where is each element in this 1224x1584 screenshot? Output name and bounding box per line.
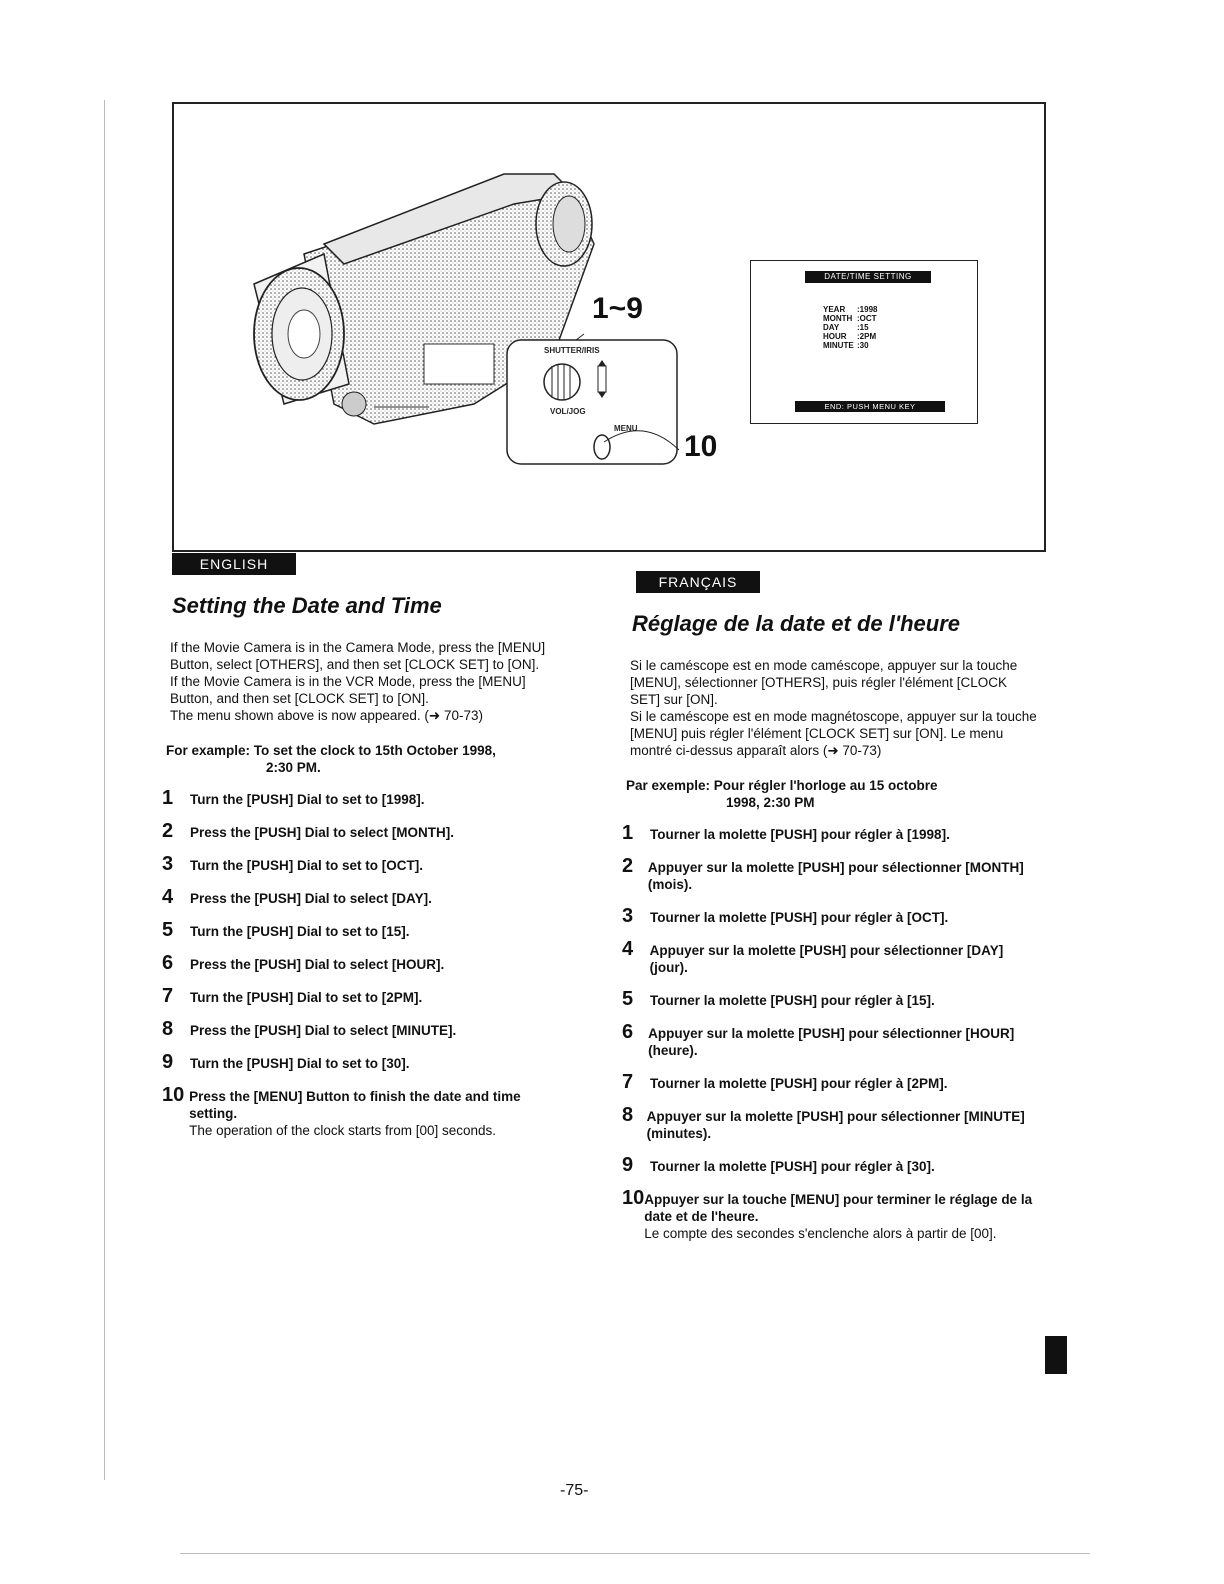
menu-button-label: MENU [614,424,638,433]
vol-jog-label: VOL/JOG [550,407,586,416]
list-item: 6 Appuyer sur la molette [PUSH] pour sélectionner [HOUR] (heure). [622,1021,1015,1058]
english-intro-vcr-mode: If the Movie Camera is in the VCR Mode, press the [MENU] Button, and then set [CLOCK SET] to [ON]. [170,674,526,706]
list-item: 10 Appuyer sur la touche [MENU] pour terminer le réglage de la date et de l'heure. Le compte des secondes s'enclenche alors à partir de [00]. [622,1188,1040,1242]
english-step-10-note: The operation of the clock starts from [00] seconds. [189,1123,496,1138]
english-steps [162,788,560,1139]
french-badge: FRANÇAIS [636,571,760,593]
scan-edge-bottom [180,1553,1090,1554]
list-item: 7 Turn the [PUSH] Dial to set to [2PM]. [162,985,423,1007]
callout-step-10: 10 [684,430,718,463]
list-item: 5 Turn the [PUSH] Dial to set to [15]. [162,919,410,941]
menu-row-month: MONTH :OCT [823,314,877,323]
list-item: 7 Tourner la molette [PUSH] pour régler à [2PM]. [622,1071,948,1093]
menu-screen-footer: END: PUSH MENU KEY [795,401,945,412]
french-title: Réglage de la date et de l'heure [632,611,961,636]
menu-screen-title: DATE/TIME SETTING [805,271,931,283]
french-steps [622,823,1040,1242]
list-item: 8 Appuyer sur la molette [PUSH] pour sélectionner [MINUTE] (minutes). [622,1104,1025,1141]
french-step-10-note: Le compte des secondes s'enclenche alors à partir de [00]. [644,1226,997,1241]
list-item: 8 Press the [PUSH] Dial to select [MINUTE]. [162,1018,457,1040]
menu-row-year: YEAR :1998 [823,305,878,314]
french-intro-vcr-mode: Si le caméscope est en mode magnétoscope, appuyer sur la touche [MENU] puis régler l'élément [CLOCK SET] sur [ON]. Le menu montré ci-dessus apparaît alors (➜ 70-73) [630,709,1037,758]
english-intro-menu-note: The menu shown above is now appeared. (➜ 70-73) [170,708,483,723]
menu-screen-rows [823,305,877,350]
list-item: 1 Turn the [PUSH] Dial to set to [1998]. [162,787,425,809]
english-example: For example: To set the clock to 15th October 1998, 2:30 PM. [166,743,496,775]
list-item: 1 Tourner la molette [PUSH] pour régler à [1998]. [622,822,950,844]
section-tab-marker [1045,1336,1067,1374]
menu-row-hour: HOUR :2PM [823,332,877,341]
callout-steps-1-9: 1~9 [592,292,643,325]
menu-row-minute: MINUTE :30 [823,341,869,350]
scan-edge-left [104,100,105,1480]
list-item: 4 Appuyer sur la molette [PUSH] pour sélectionner [DAY] (jour). [622,938,1004,975]
french-intro [630,657,1040,759]
shutter-iris-label: SHUTTER/IRIS [544,346,600,355]
list-item: 9 Turn the [PUSH] Dial to set to [30]. [162,1051,410,1073]
english-section [160,553,560,1152]
english-intro-camera-mode: If the Movie Camera is in the Camera Mode, press the [MENU] Button, select [OTHERS], and then set [CLOCK SET] to [ON]. [170,640,546,672]
list-item: 3 Turn the [PUSH] Dial to set to [OCT]. [162,853,423,875]
list-item: 2 Appuyer sur la molette [PUSH] pour sélectionner [MONTH] (mois). [622,855,1024,892]
english-intro [170,639,560,724]
menu-row-day: DAY :15 [823,323,869,332]
list-item: 3 Tourner la molette [PUSH] pour régler à [OCT]. [622,905,949,927]
english-title: Setting the Date and Time [172,593,442,618]
list-item: 4 Press the [PUSH] Dial to select [DAY]. [162,886,432,908]
list-item: 9 Tourner la molette [PUSH] pour régler à [30]. [622,1154,935,1176]
english-badge: ENGLISH [172,553,296,575]
french-section [620,571,1040,1255]
french-example: Par exemple: Pour régler l'horloge au 15 octobre 1998, 2:30 PM [626,778,938,810]
list-item: 2 Press the [PUSH] Dial to select [MONTH]. [162,820,455,842]
date-time-menu-screen [750,260,978,424]
list-item: 10 Press the [MENU] Button to finish the date and time setting. The operation of the clock starts from [00] seconds. [162,1085,560,1139]
camera-figure [172,102,1046,552]
page-number: -75- [560,1482,589,1499]
list-item: 6 Press the [PUSH] Dial to select [HOUR]. [162,952,445,974]
french-intro-camera-mode: Si le caméscope est en mode caméscope, appuyer sur la touche [MENU], sélectionner [OTHERS], puis régler l'élément [CLOCK SET] sur [ON]. [630,658,1018,707]
list-item: 5 Tourner la molette [PUSH] pour régler à [15]. [622,988,935,1010]
